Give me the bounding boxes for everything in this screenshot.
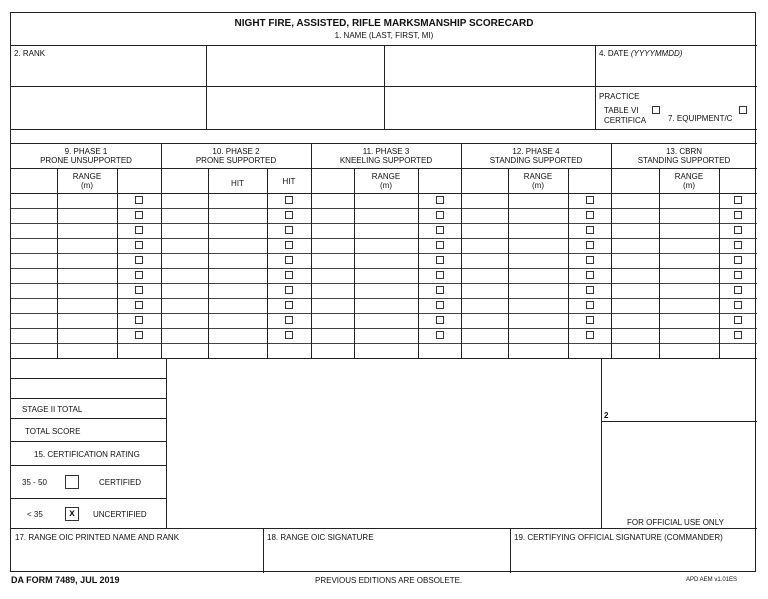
- phase4-hit-checkbox[interactable]: [586, 331, 594, 339]
- version-label: APD AEM v1.01ES: [686, 577, 738, 583]
- grid-line: [208, 168, 209, 358]
- phase3-hit-checkbox[interactable]: [436, 271, 444, 279]
- phase1-hit-checkbox[interactable]: [135, 211, 143, 219]
- grid-line: [117, 168, 118, 358]
- phase5-subtitle: STANDING SUPPORTED: [637, 156, 731, 165]
- phase4-subtitle: STANDING SUPPORTED: [489, 156, 583, 165]
- divider: [11, 358, 757, 359]
- phase1-range-label: RANGE: [72, 172, 102, 181]
- phase1-hit-checkbox[interactable]: [135, 226, 143, 234]
- phase4-hit-checkbox[interactable]: [586, 241, 594, 249]
- grid-line: [11, 283, 757, 284]
- phase4-range-label: RANGE: [523, 172, 553, 181]
- phase1-hit-checkbox[interactable]: [135, 271, 143, 279]
- phase1-hit-checkbox[interactable]: [135, 286, 143, 294]
- phase2-hit-checkbox[interactable]: [285, 271, 293, 279]
- phase1-hit-checkbox[interactable]: [135, 256, 143, 264]
- equipment-checkbox[interactable]: [739, 106, 747, 114]
- grid-line: [508, 168, 509, 358]
- phase2-hit-label-2: HIT: [282, 177, 296, 186]
- certified-checkbox[interactable]: [65, 475, 79, 489]
- grid-line: [354, 168, 355, 358]
- phase3-hit-checkbox[interactable]: [436, 211, 444, 219]
- phase1-hit-checkbox[interactable]: [135, 301, 143, 309]
- divider: [11, 465, 166, 466]
- grid-line: [11, 208, 757, 209]
- phase2-hit-checkbox[interactable]: [285, 331, 293, 339]
- range-low-label: < 35: [27, 510, 43, 519]
- grid-line: [11, 313, 757, 314]
- phase5-hit-checkbox[interactable]: [734, 256, 742, 264]
- phase2-title: 10. PHASE 2: [212, 147, 260, 156]
- grid-line: [11, 328, 757, 329]
- phase2-hit-checkbox[interactable]: [285, 301, 293, 309]
- phase2-hit-checkbox[interactable]: [285, 196, 293, 204]
- divider: [595, 45, 596, 129]
- phase5-hit-checkbox[interactable]: [734, 331, 742, 339]
- phase5-range-unit: (m): [683, 181, 695, 190]
- uncertified-label: UNCERTIFIED: [93, 510, 147, 519]
- phase2-subtitle: PRONE SUPPORTED: [195, 156, 277, 165]
- phase2-hit-label: HIT: [231, 179, 244, 188]
- phase1-hit-checkbox[interactable]: [135, 316, 143, 324]
- phase5-hit-checkbox[interactable]: [734, 226, 742, 234]
- grid-line: [11, 298, 757, 299]
- phase2-hit-checkbox[interactable]: [285, 316, 293, 324]
- phase2-hit-checkbox[interactable]: [285, 256, 293, 264]
- divider: [11, 418, 166, 419]
- phase1-range-unit: (m): [81, 181, 93, 190]
- phase3-subtitle: KNEELING SUPPORTED: [339, 156, 433, 165]
- phase3-hit-checkbox[interactable]: [436, 286, 444, 294]
- table-vi-label: TABLE VI: [604, 106, 639, 115]
- phase3-hit-checkbox[interactable]: [436, 316, 444, 324]
- phase5-hit-checkbox[interactable]: [734, 271, 742, 279]
- grid-line: [11, 253, 757, 254]
- phase2-hit-checkbox[interactable]: [285, 226, 293, 234]
- divider: [11, 129, 757, 130]
- name-label: 1. NAME (LAST, FIRST, MI): [334, 31, 434, 40]
- divider: [11, 441, 166, 442]
- divider: [601, 421, 757, 422]
- phase5-hit-checkbox[interactable]: [734, 196, 742, 204]
- table-vi-checkbox[interactable]: [652, 106, 660, 114]
- cert-rating-label: 15. CERTIFICATION RATING: [34, 450, 140, 459]
- phase4-hit-checkbox[interactable]: [586, 211, 594, 219]
- grid-line: [57, 168, 58, 358]
- divider: [384, 45, 385, 129]
- divider: [263, 528, 264, 573]
- grid-line: [11, 238, 757, 239]
- grid-line: [719, 168, 720, 358]
- date-label: 4. DATE (YYYYMMDD): [599, 49, 683, 58]
- grid-line: [267, 168, 268, 358]
- divider: [11, 398, 166, 399]
- grid-line: [11, 223, 757, 224]
- phase5-hit-checkbox[interactable]: [734, 211, 742, 219]
- phase4-hit-checkbox[interactable]: [586, 226, 594, 234]
- divider: [166, 358, 167, 528]
- certified-label: CERTIFIED: [99, 478, 142, 487]
- right-box-number: 2: [604, 411, 609, 420]
- divider: [510, 528, 511, 573]
- phase4-hit-checkbox[interactable]: [586, 316, 594, 324]
- scorecard-form: [10, 12, 756, 572]
- phase3-range-label: RANGE: [371, 172, 401, 181]
- divider: [11, 528, 757, 529]
- divider: [11, 143, 757, 144]
- grid-line: [11, 168, 757, 169]
- oic-signature-label: 18. RANGE OIC SIGNATURE: [267, 533, 374, 542]
- phase1-hit-checkbox[interactable]: [135, 196, 143, 204]
- phase1-hit-checkbox[interactable]: [135, 331, 143, 339]
- phase5-hit-checkbox[interactable]: [734, 301, 742, 309]
- phase4-hit-checkbox[interactable]: [586, 271, 594, 279]
- total-score-label: TOTAL SCORE: [25, 427, 81, 436]
- grid-line: [461, 143, 462, 358]
- phase4-hit-checkbox[interactable]: [586, 301, 594, 309]
- practice-label: PRACTICE: [599, 92, 640, 101]
- divider: [11, 498, 166, 499]
- phase3-title: 11. PHASE 3: [362, 147, 410, 156]
- phase3-hit-checkbox[interactable]: [436, 226, 444, 234]
- phase4-hit-checkbox[interactable]: [586, 196, 594, 204]
- phase3-hit-checkbox[interactable]: [436, 256, 444, 264]
- oic-name-label: 17. RANGE OIC PRINTED NAME AND RANK: [15, 533, 180, 542]
- grid-line: [659, 168, 660, 358]
- grid-line: [11, 268, 757, 269]
- grid-line: [11, 193, 757, 194]
- phase2-hit-checkbox[interactable]: [285, 211, 293, 219]
- phase3-range-unit: (m): [380, 181, 392, 190]
- phase3-hit-checkbox[interactable]: [436, 241, 444, 249]
- phase3-hit-checkbox[interactable]: [436, 301, 444, 309]
- official-use-label: FOR OFFICIAL USE ONLY: [627, 518, 724, 527]
- phase1-title: 9. PHASE 1: [64, 147, 108, 156]
- phase3-hit-checkbox[interactable]: [436, 331, 444, 339]
- form-id: DA FORM 7489, JUL 2019: [11, 575, 120, 585]
- grid-line: [161, 143, 162, 358]
- obsolete-notice: PREVIOUS EDITIONS ARE OBSOLETE.: [315, 576, 463, 585]
- phase5-hit-checkbox[interactable]: [734, 286, 742, 294]
- phase5-hit-checkbox[interactable]: [734, 241, 742, 249]
- divider: [11, 86, 757, 87]
- phase2-hit-checkbox[interactable]: [285, 286, 293, 294]
- range-high-label: 35 - 50: [22, 478, 47, 487]
- phase4-hit-checkbox[interactable]: [586, 256, 594, 264]
- grid-line: [418, 168, 419, 358]
- phase4-range-unit: (m): [532, 181, 544, 190]
- rank-label: 2. RANK: [14, 49, 46, 58]
- form-title: NIGHT FIRE, ASSISTED, RIFLE MARKSMANSHIP SCORECARD: [234, 18, 534, 29]
- uncertified-checkbox[interactable]: x: [65, 507, 79, 521]
- stage2-total-label: STAGE II TOTAL: [22, 405, 83, 414]
- grid-line: [311, 143, 312, 358]
- phase1-hit-checkbox[interactable]: [135, 241, 143, 249]
- phase5-hit-checkbox[interactable]: [734, 316, 742, 324]
- phase4-title: 12. PHASE 4: [512, 147, 560, 156]
- divider: [601, 358, 602, 528]
- certifying-signature-label: 19. CERTIFYING OFFICIAL SIGNATURE (COMMANDER): [514, 533, 723, 542]
- divider: [11, 378, 166, 379]
- grid-line: [568, 168, 569, 358]
- phase2-hit-checkbox[interactable]: [285, 241, 293, 249]
- phase5-title: 13. CBRN: [665, 147, 702, 156]
- phase5-range-label: RANGE: [674, 172, 704, 181]
- grid-line: [611, 143, 612, 358]
- grid-line: [11, 343, 757, 344]
- divider: [206, 45, 207, 129]
- phase3-hit-checkbox[interactable]: [436, 196, 444, 204]
- equipment-label: 7. EQUIPMENT/C: [668, 114, 733, 123]
- phase1-subtitle: PRONE UNSUPPORTED: [40, 156, 132, 165]
- phase4-hit-checkbox[interactable]: [586, 286, 594, 294]
- certification-label: CERTIFICA: [604, 116, 647, 125]
